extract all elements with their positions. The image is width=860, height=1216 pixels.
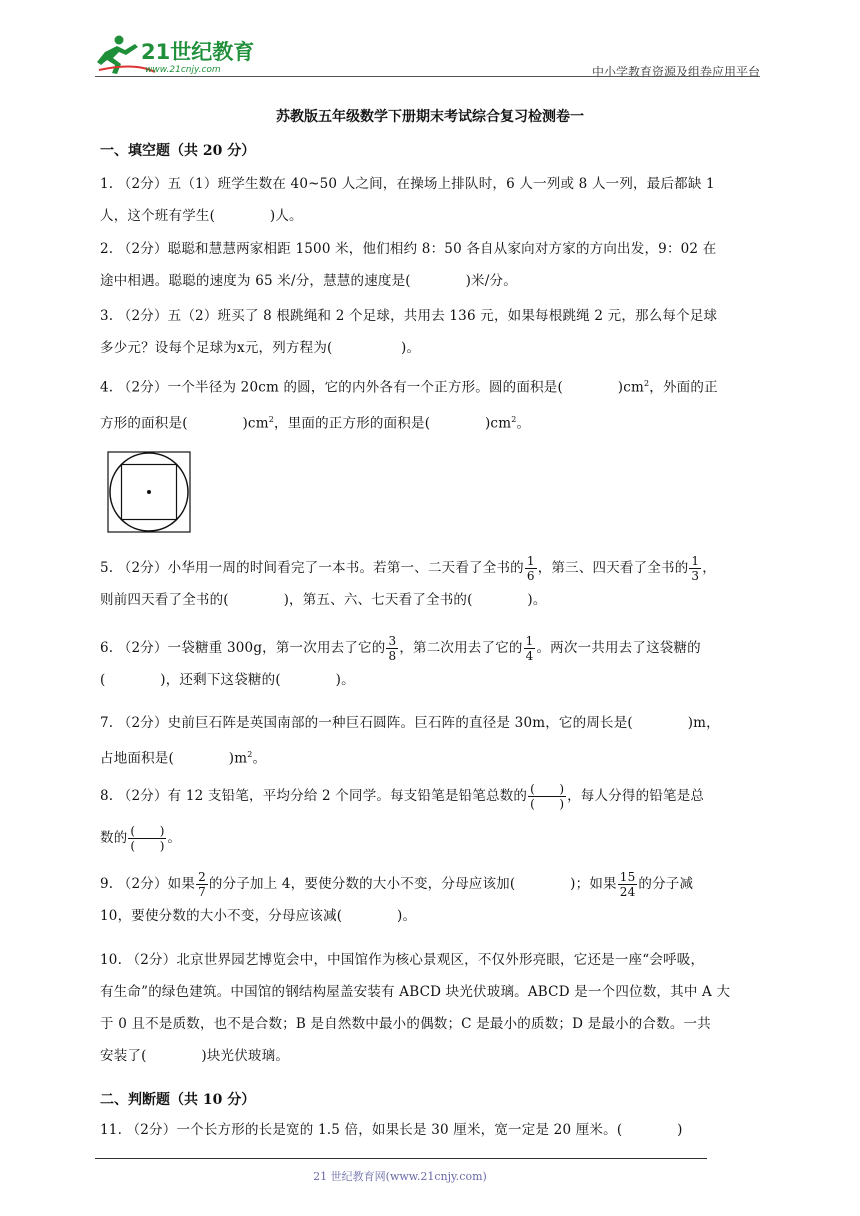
- section-fill-blank: 一、填空题（共 20 分）: [100, 143, 256, 159]
- question-10-line2: 有生命”的绿色建筑。中国馆的钢结构屋盖安装有 ABCD 块光伏玻璃。ABCD 是一个四位数，其中 A 大: [100, 984, 731, 1000]
- question-1-line1: 1. （2分）五（1）班学生数在 40~50 人之间，在操场上排队时，6 人一列或 8 人一列，最后都缺 1: [100, 176, 715, 192]
- question-8: [100, 780, 765, 854]
- question-9: [100, 868, 765, 932]
- question-6-line1: 6. （2分）一袋糖重 300g，第一次用去了它的 $\frac{3}{8}$ ，第二次用去了它的 $\frac{1}{4}$ 。两次一共用去了这袋糖的: [100, 634, 701, 663]
- footer-divider: [95, 1158, 707, 1159]
- svg-text:21世纪教育: 21世纪教育: [141, 40, 255, 64]
- question-3-line2: 多少元？设每个足球为x元，列方程为( )。: [100, 340, 421, 356]
- question-5-line2: 则前四天看了全书的( )，第五、六、七天看了全书的( )。: [100, 592, 547, 608]
- footer-text: 21 世纪教育网(www.21cnjy.com): [313, 1170, 487, 1183]
- question-4: [100, 368, 765, 439]
- fraction-3-8: $\frac{3}{8}$: [388, 634, 397, 663]
- fraction-1-3: $\frac{1}{3}$: [691, 554, 700, 583]
- question-7-line2: 占地面积是( )$m^2$。: [100, 750, 267, 767]
- question-11-line1: 11. （2分）一个长方形的长是宽的 1.5 倍，如果长是 30 厘米，宽一定是 20 厘米。( ): [100, 1122, 683, 1138]
- question-10-line1: 10. （2分）北京世界园艺博览会中，中国馆作为核心景观区，不仅外形亮眼，它还是一座“会呼吸，: [100, 952, 705, 968]
- question-1-line2: 人，这个班有学生( )人。: [100, 208, 303, 224]
- question-3-line1: 3. （2分）五（2）班买了 8 根跳绳和 2 个足球，共用去 136 元，如果每根跳绳 2 元，那么每个足球: [100, 308, 718, 324]
- question-6: [100, 632, 765, 696]
- question-11: [100, 1114, 765, 1146]
- question-9-line2: 10，要使分数的大小不变，分母应该减( )。: [100, 908, 417, 924]
- logo-21cnjy: [95, 32, 265, 76]
- question-7: [100, 707, 765, 775]
- question-8-line2: 数的 $\frac{( )}{( )}$ 。: [100, 824, 182, 853]
- fraction-blank-2: $\frac{( )}{( )}$: [130, 824, 165, 853]
- question-10-line3: 于 0 且不是质数，也不是合数；B 是自然数中最小的偶数；C 是最小的质数；D 是最小的合数。一共: [100, 1016, 711, 1032]
- header-platform-text: 中小学教育资源及组卷应用平台: [591, 65, 760, 79]
- header-divider: [95, 76, 760, 77]
- page-header: [95, 28, 760, 78]
- question-1: [100, 168, 765, 232]
- question-8-line1: 8. （2分）有 12 支铅笔，平均分给 2 个同学。每支铅笔是铅笔总数的 $\frac{( )}{( )}$ ，每人分得的铅笔是总: [100, 782, 705, 811]
- fraction-1-4: $\frac{1}{4}$: [525, 634, 534, 663]
- svg-text:www.21cnjy.com: www.21cnjy.com: [145, 65, 221, 75]
- fraction-2-7: $\frac{2}{7}$: [198, 870, 206, 899]
- fraction-blank-1: $\frac{( )}{( )}$: [530, 782, 565, 811]
- question-5-line1: 5. （2分）小华用一周的时间看完了一本书。若第一、二天看了全书的 $\frac{1}{6}$ ，第三、四天看了全书的 $\frac{1}{3}$ ，: [100, 554, 716, 583]
- question-6-line2: ( )，还剩下这袋糖的( )。: [100, 672, 355, 688]
- question-4-line2: 方形的面积是( )$cm^2$，里面的正方形的面积是( )$cm^2$。: [100, 414, 531, 431]
- question-2-line2: 途中相遇。聪聪的速度为 65 米/分，慧慧的速度是( )米/分。: [100, 273, 517, 289]
- question-10: [100, 944, 765, 1072]
- fraction-15-24: $\frac{15}{24}$: [619, 870, 636, 899]
- document-title: 苏教版五年级数学下册期末考试综合复习检测卷一: [276, 109, 584, 125]
- question-9-line1: 9. （2分）如果 $\frac{2}{7}$ 的分子加上 4，要使分数的大小不变，分母应该加( )；如果 $\frac{15}{24}$ 的分子减: [100, 870, 694, 899]
- question-7-line1: 7. （2分）史前巨石阵是英国南部的一种巨石圆阵。巨石阵的直径是 30m，它的周长是( )m，: [100, 715, 720, 731]
- question-10-line4: 安装了( )块光伏玻璃。: [100, 1048, 290, 1064]
- section-true-false: 二、判断题（共 10 分）: [100, 1092, 256, 1108]
- question-5: [100, 552, 765, 616]
- question-2-line1: 2. （2分）聪聪和慧慧两家相距 1500 米，他们相约 8：50 各自从家向对方家的方向出发，9：02 在: [100, 241, 717, 257]
- fraction-1-6: $\frac{1}{6}$: [526, 554, 535, 583]
- circle-square-figure: [106, 450, 192, 534]
- question-3: [100, 300, 765, 364]
- question-4-line1: 4. （2分）一个半径为 20cm 的圆，它的内外各有一个正方形。圆的面积是( )$cm^2$，外面的正: [100, 379, 718, 396]
- question-2: [100, 233, 765, 297]
